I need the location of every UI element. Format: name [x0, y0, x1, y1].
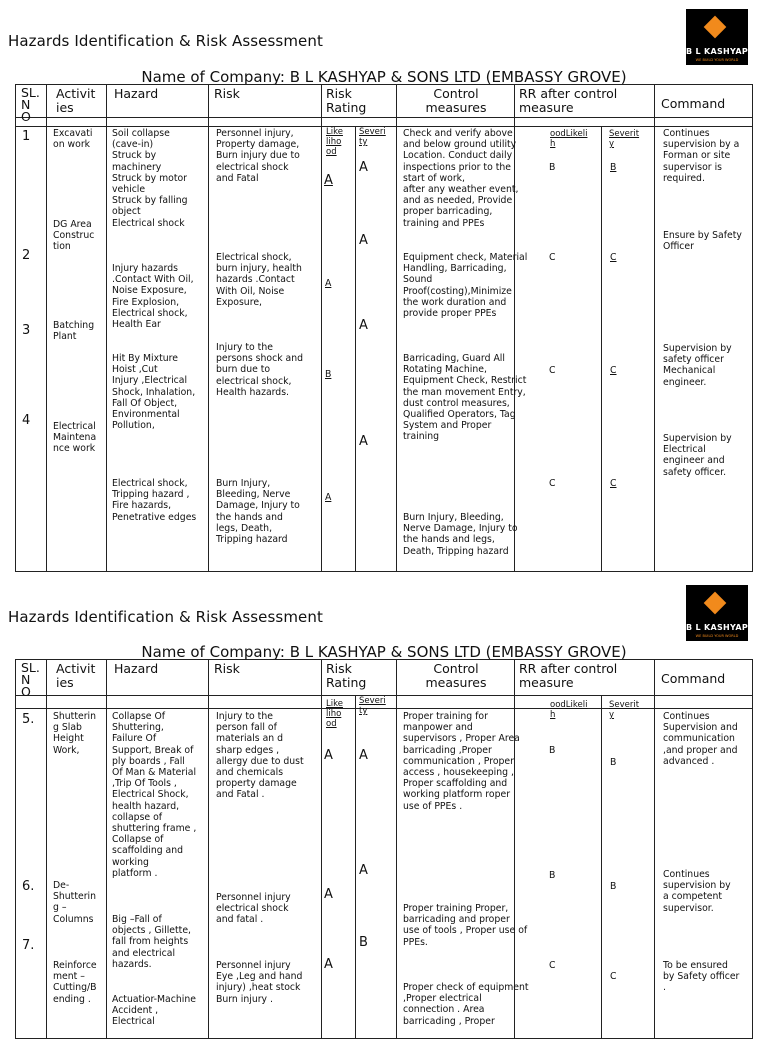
likelihood-rating: A: [325, 278, 332, 289]
header-risk-rating: Risk Rating: [326, 661, 367, 690]
rr-severity-rating: C: [610, 478, 617, 489]
command-cell: Continues supervision by a Forman or site supervisor is required.: [663, 128, 740, 184]
logo-name: B L KASHYAP: [686, 47, 748, 56]
sl-number: 1: [22, 129, 31, 144]
severity-rating: A: [359, 863, 368, 878]
logo-diamond-icon: [704, 16, 727, 39]
hazard-cell: Soil collapse (cave-in) Struck by machinery Struck by motor vehicle Struck by falling object Electrical shock: [112, 128, 188, 229]
hazard-cell: Big –Fall of objects , Gillette, fall from heights and electrical hazards.: [112, 914, 191, 970]
sl-number: 2: [22, 248, 31, 263]
risk-cell: Personnel injury, Property damage, Burn injury due to electrical shock and Fatal: [216, 128, 300, 184]
hazard-cell: Electrical shock, Tripping hazard , Fire hazards, Penetrative edges: [112, 478, 197, 523]
rr-likelihood-rating: C: [549, 478, 556, 489]
header-rr-likelihood: oodLikeli h: [550, 129, 588, 149]
header-likelihood: Like liho od: [326, 127, 343, 157]
header-severity: Severi ty: [359, 127, 386, 147]
activity-cell: Shutterin g Slab Height Work,: [53, 711, 96, 756]
rr-severity-rating: C: [610, 252, 617, 263]
hazard-cell: Actuatior-Machine Accident , Electrical: [112, 994, 196, 1028]
hazard-cell: Collapse Of Shuttering, Failure Of Support, Break of ply boards , Fall Of Man & Material ,Trip Of Tools , Electrical Shock, health hazard, collapse of shuttering frame , Collapse of scaffolding and working platform .: [112, 711, 197, 879]
header-activities: Activit ies: [56, 86, 96, 115]
header-hazard: Hazard: [114, 661, 159, 676]
risk-table: [15, 84, 753, 572]
rr-likelihood-rating: C: [549, 252, 556, 263]
activity-cell: DG Area Construc tion: [53, 219, 95, 253]
rr-likelihood-rating: C: [549, 960, 556, 971]
header-rr-severity: Severit y: [609, 700, 640, 720]
company-name: Name of Company: B L KASHYAP & SONS LTD (EMBASSY GROVE): [141, 643, 627, 661]
risk-cell: Personnel injury Eye ,Leg and hand injury) ,heat stock Burn injury .: [216, 960, 303, 1005]
header-command: Command: [661, 96, 726, 111]
control-cell: Barricading, Guard All Rotating Machine, Equipment Check, Restrict the man movement Entry, dust control measures, Qualified Operators, Tag System and Proper training: [403, 353, 527, 443]
activity-cell: Excavati on work: [53, 128, 93, 151]
control-cell: Burn Injury, Bleeding, Nerve Damage, Injury to the hands and legs, Death, Tripping hazard: [403, 512, 518, 557]
activity-cell: Reinforce ment – Cutting/B ending .: [53, 960, 97, 1005]
logo-tagline: WE BUILD YOUR WORLD: [695, 58, 739, 62]
header-risk: Risk: [214, 661, 240, 676]
rr-likelihood-rating: B: [549, 162, 556, 173]
severity-rating: A: [359, 233, 368, 248]
company-logo: [686, 585, 748, 641]
rr-severity-rating: B: [610, 162, 617, 173]
sl-number: 3: [22, 323, 31, 338]
severity-rating: A: [359, 434, 368, 449]
likelihood-rating: A: [325, 492, 332, 503]
likelihood-rating: A: [324, 748, 333, 763]
logo-diamond-icon: [704, 592, 727, 615]
likelihood-rating: A: [324, 957, 333, 972]
severity-rating: A: [359, 318, 368, 333]
likelihood-rating: A: [324, 173, 333, 188]
severity-rating: B: [359, 935, 368, 950]
company-logo: [686, 9, 748, 65]
rr-likelihood-rating: B: [549, 745, 556, 756]
control-cell: Check and verify above and below ground utility Location. Conduct daily inspections prior to the start of work, after any weather event, and as needed, Provide proper barricading, training and PPEs: [403, 128, 519, 229]
risk-cell: Personnel injury electrical shock and fatal .: [216, 892, 291, 926]
risk-cell: Electrical shock, burn injury, health hazards .Contact With Oil, Noise Exposure,: [216, 252, 302, 308]
control-cell: Proper training Proper, barricading and proper use of tools , Proper use of PPEs.: [403, 903, 528, 948]
hazard-cell: Injury hazards .Contact With Oil, Noise Exposure, Fire Explosion, Electrical shock, Health Ear: [112, 263, 194, 331]
document-title: Hazards Identification & Risk Assessment: [8, 608, 323, 626]
header-rr-after: RR after control measure: [519, 86, 618, 115]
logo-name: B L KASHYAP: [686, 623, 748, 632]
severity-rating: A: [359, 748, 368, 763]
risk-cell: Burn Injury, Bleeding, Nerve Damage, Injury to the hands and legs, Death, Tripping hazard: [216, 478, 300, 546]
header-rr-after: RR after control measure: [519, 661, 618, 690]
activity-cell: Batching Plant: [53, 320, 95, 343]
logo-tagline: WE BUILD YOUR WORLD: [695, 634, 739, 638]
likelihood-rating: B: [325, 369, 332, 380]
hazard-cell: Hit By Mixture Hoist ,Cut Injury ,Electrical Shock, Inhalation, Fall Of Object, Environmental Pollution,: [112, 353, 196, 432]
risk-cell: Injury to the persons shock and burn due to electrical shock, Health hazards.: [216, 342, 304, 398]
sl-number: 7.: [22, 938, 35, 953]
likelihood-rating: A: [324, 887, 333, 902]
header-rr-likelihood: oodLikeli h: [550, 700, 588, 720]
rr-likelihood-rating: B: [549, 870, 556, 881]
command-cell: Continues Supervision and communication ,and proper and advanced .: [663, 711, 738, 767]
header-activities: Activit ies: [56, 661, 96, 690]
sl-number: 5.: [22, 712, 35, 727]
control-cell: Equipment check, Material Handling, Barricading, Sound Proof(costing),Minimize the work duration and provide proper PPEs: [403, 252, 528, 320]
header-command: Command: [661, 671, 726, 686]
header-control-measures: Control measures: [425, 86, 487, 115]
risk-cell: Injury to the person fall of materials an d sharp edges , allergy due to dust and chemicals property damage and Fatal .: [216, 711, 304, 801]
activity-cell: De- Shutterin g – Columns: [53, 880, 96, 925]
command-cell: To be ensured by Safety officer .: [663, 960, 740, 994]
severity-rating: A: [359, 160, 368, 175]
command-cell: Supervision by safety officer Mechanical engineer.: [663, 343, 732, 388]
header-hazard: Hazard: [114, 86, 159, 101]
rr-severity-rating: B: [610, 881, 617, 892]
header-sl-no: SL. N O: [21, 85, 40, 124]
header-sl-no: SL. N O: [21, 660, 40, 699]
document-title: Hazards Identification & Risk Assessment: [8, 32, 323, 50]
command-cell: Continues supervision by a competent supervisor.: [663, 869, 731, 914]
header-likelihood: Like liho od: [326, 699, 343, 729]
command-cell: Ensure by Safety Officer: [663, 230, 742, 253]
page-section-2: [0, 580, 768, 1028]
command-cell: Supervision by Electrical engineer and safety officer.: [663, 433, 732, 478]
rr-likelihood-rating: C: [549, 365, 556, 376]
header-risk: Risk: [214, 86, 240, 101]
header-severity: Severi ty: [359, 696, 386, 716]
control-cell: Proper training for manpower and supervisors , Proper Area barricading ,Proper communication , Proper access , housekeeping , Proper scaffolding and working platform roper use of PPEs .: [403, 711, 520, 812]
sl-number: 4: [22, 413, 31, 428]
header-risk-rating: Risk Rating: [326, 86, 367, 115]
rr-severity-rating: B: [610, 757, 617, 768]
control-cell: Proper check of equipment ,Proper electrical connection . Area barricading , Proper: [403, 982, 529, 1027]
header-control-measures: Control measures: [425, 661, 487, 690]
header-rr-severity: Severit y: [609, 129, 640, 149]
rr-severity-rating: C: [610, 971, 617, 982]
company-name: Name of Company: B L KASHYAP & SONS LTD (EMBASSY GROVE): [141, 68, 627, 86]
sl-number: 6.: [22, 879, 35, 894]
rr-severity-rating: C: [610, 365, 617, 376]
risk-table: [15, 659, 753, 1039]
activity-cell: Electrical Maintena nce work: [53, 421, 97, 455]
